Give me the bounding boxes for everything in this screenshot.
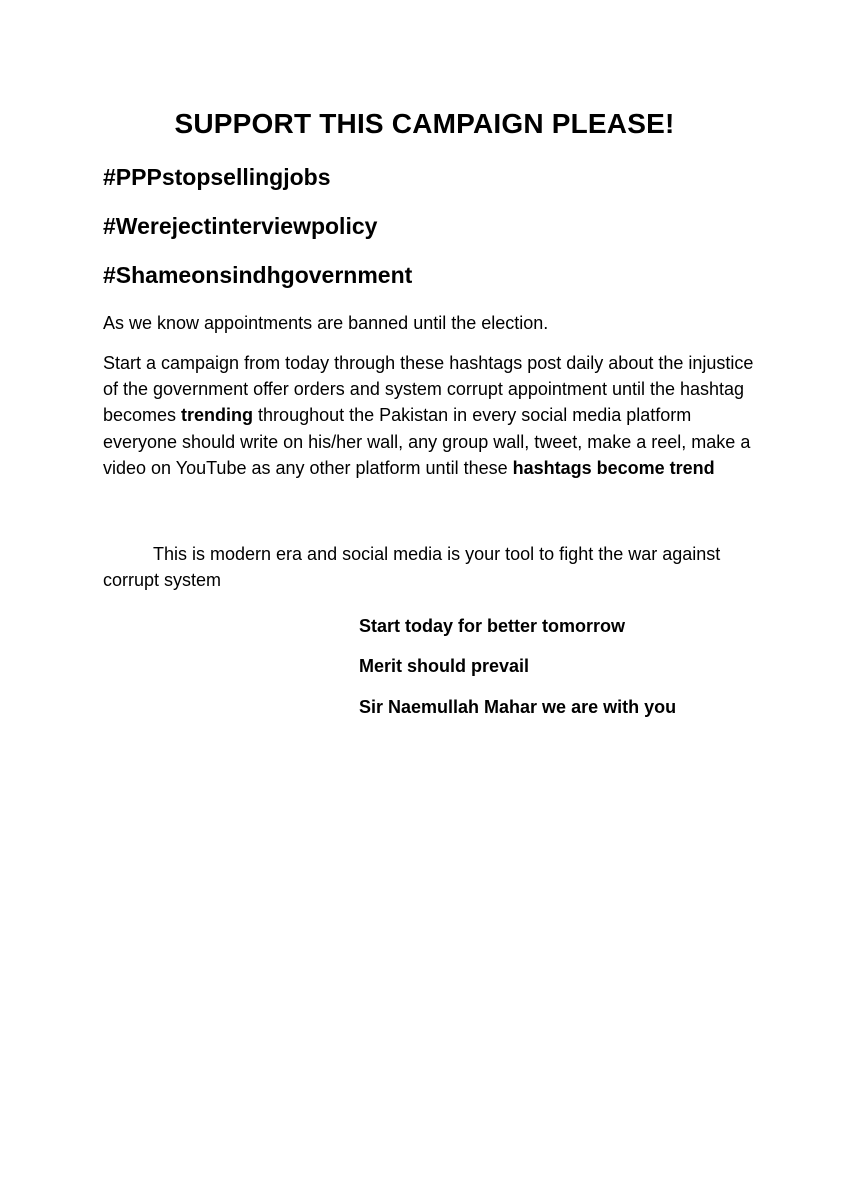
paragraph-modern-era: This is modern era and social media is your tool to fight the war against corrupt system xyxy=(103,544,721,591)
paragraph-campaign-text-2: throughout the Pakistan in every social media platform everyone should write on his/her wall, any group wall, tweet, make a reel, make a video on YouTube as any other platform until these xyxy=(103,405,751,478)
hashtag-shame-on-sindh-government: #Shameonsindhgovernment xyxy=(103,262,413,288)
emphasis-trending: trending xyxy=(181,405,254,426)
emphasis-hashtags-become-trend: hashtags become trend xyxy=(512,457,715,478)
signoff-merit-should-prevail: Merit should prevail xyxy=(359,656,530,676)
paragraph-campaign-instructions xyxy=(103,350,763,481)
paragraph-appointments-banned: As we know appointments are banned until the election. xyxy=(103,313,549,333)
paragraph-campaign-text-1: Start a campaign from today through these hashtags post daily about the injustice of the government offer orders and system corrupt appointment until the hashtag becomes xyxy=(103,353,754,426)
hashtag-we-reject-interview-policy: #Werejectinterviewpolicy xyxy=(103,213,378,239)
signoff-start-today: Start today for better tomorrow xyxy=(359,616,626,636)
page-title: SUPPORT THIS CAMPAIGN PLEASE! xyxy=(174,108,675,139)
hashtag-ppp-stop-selling-jobs: #PPPstopsellingjobs xyxy=(103,164,331,190)
signoff-support-message: Sir Naemullah Mahar we are with you xyxy=(359,697,677,717)
